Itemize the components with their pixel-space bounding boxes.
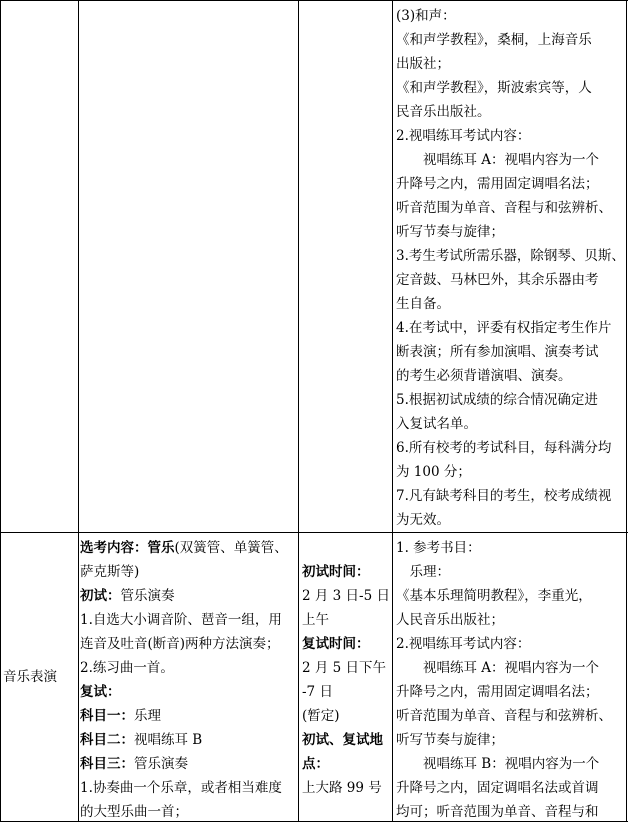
notes-line: 为 100 分； — [396, 464, 471, 480]
time-line: 复试时间： — [302, 636, 370, 652]
content-line-text: 乐理 — [134, 708, 161, 724]
notes-line: 为无效。 — [396, 512, 450, 528]
notes-line: 视唱练耳 B：视唱内容为一个 — [396, 756, 600, 772]
content-line-text: (双簧管、单簧管、 — [174, 540, 288, 556]
content-line — [80, 752, 188, 776]
notes-line: 3.考生考试所需乐器，除钢琴、贝斯、 — [396, 248, 625, 264]
notes-line: 的考生必须背谱演唱、演奏。 — [396, 368, 572, 384]
notes-line: 6.所有校考的考试科目，每科满分均 — [396, 440, 612, 456]
notes-line: 民音乐出版社。 — [396, 104, 491, 120]
content-line-text: 1.协奏曲一个乐章，或者相当难度 — [80, 780, 282, 796]
notes-line: 升降号之内，需用固定调唱名法； — [396, 684, 599, 700]
table-border-col1 — [78, 0, 79, 822]
content-line — [80, 656, 174, 680]
notes-line: 断表演；所有参加演唱、演奏考试 — [396, 344, 599, 360]
notes-line: 《和声学教程》，桑桐，上海音乐 — [396, 32, 592, 48]
notes-line: 升降号之内，需用固定调唱名法； — [396, 176, 599, 192]
content-line-text: 视唱练耳 B — [134, 732, 203, 748]
content-line-text: 连音及吐音(断音)两种方法演奏； — [80, 636, 280, 652]
content-line — [80, 536, 288, 560]
notes-line: 升降号之内，固定调唱名法或首调 — [396, 780, 599, 796]
notes-line: 《基本乐理简明教程》，李重光， — [396, 588, 592, 604]
row-divider — [0, 532, 628, 533]
time-line: 2 月 5 日下午 — [302, 660, 387, 676]
content-line — [80, 800, 188, 824]
content-line — [80, 632, 280, 656]
content-line-label: 复试： — [80, 684, 121, 700]
content-line-text: 萨克斯等) — [80, 564, 140, 580]
content-line-label: 选考内容：管乐 — [80, 540, 175, 556]
content-line — [80, 680, 121, 704]
content-line — [80, 776, 282, 800]
notes-line: 出版社； — [396, 56, 450, 72]
table-border-col2 — [298, 0, 299, 822]
content-line-text: 管乐演奏 — [134, 756, 188, 772]
time-line: 2 月 3 日-5 日 — [302, 588, 390, 604]
notes-line: 5.根据初试成绩的综合情况确定进 — [396, 392, 598, 408]
table-border-left — [0, 0, 1, 822]
notes-line: 听音范围为单音、音程与和弦辨析、 — [396, 708, 612, 724]
content-line-text: 管乐演奏 — [120, 588, 175, 604]
notes-line: 定音鼓、马林巴外，其余乐器由考 — [396, 272, 599, 288]
notes-line: 2.视唱练耳考试内容： — [396, 636, 531, 652]
content-line — [80, 704, 161, 728]
time-line: 上午 — [302, 612, 329, 628]
content-line-label: 科目一： — [80, 708, 134, 724]
content-line — [80, 728, 202, 752]
notes-line: 人民音乐出版社； — [396, 612, 504, 628]
notes-line: 生自备。 — [396, 296, 450, 312]
content-line — [80, 560, 139, 584]
major-name: 音乐表演 — [3, 669, 57, 685]
notes-line: 2.视唱练耳考试内容： — [396, 128, 531, 144]
notes-line: 视唱练耳 A：视唱内容为一个 — [396, 660, 600, 676]
notes-line: 7.凡有缺考科目的考生，校考成绩视 — [396, 488, 612, 504]
content-line-label: 初试： — [80, 588, 121, 604]
content-line-label: 科目二： — [80, 732, 134, 748]
content-line — [80, 608, 282, 632]
table-border-top — [0, 0, 628, 1]
content-line-text: 2.练习曲一首。 — [80, 660, 174, 676]
content-line-text: 的大型乐曲一首； — [80, 804, 188, 820]
time-line: -7 日 — [302, 684, 333, 700]
notes-line: 听音范围为单音、音程与和弦辨析、 — [396, 200, 612, 216]
table-border-right — [626, 0, 627, 822]
notes-line: 听写节奏与旋律； — [396, 224, 504, 240]
content-line-label: 科目三： — [80, 756, 134, 772]
notes-line: 入复试名单。 — [396, 416, 477, 432]
notes-line: 听写节奏与旋律； — [396, 732, 504, 748]
content-line — [80, 584, 175, 608]
notes-line: 乐理： — [396, 564, 450, 580]
time-line: 上大路 99 号 — [302, 780, 382, 796]
notes-line: 4.在考试中，评委有权指定考生作片 — [396, 320, 612, 336]
time-line: 初试、复试地 — [302, 732, 383, 748]
notes-line: 1. 参考书目： — [396, 540, 481, 556]
time-line: (暂定) — [302, 708, 340, 724]
content-line-text: 1.自选大小调音阶、琶音一组，用 — [80, 612, 282, 628]
time-line: 初试时间： — [302, 564, 370, 580]
notes-line: 视唱练耳 A：视唱内容为一个 — [396, 152, 600, 168]
time-line: 点： — [302, 756, 329, 772]
notes-line: 《和声学教程》，斯波索宾等，人 — [396, 80, 592, 96]
notes-line: (3)和声： — [396, 8, 456, 24]
table-border-col3 — [392, 0, 393, 822]
notes-line: 均可；听音范围为单音、音程与和 — [396, 804, 599, 820]
